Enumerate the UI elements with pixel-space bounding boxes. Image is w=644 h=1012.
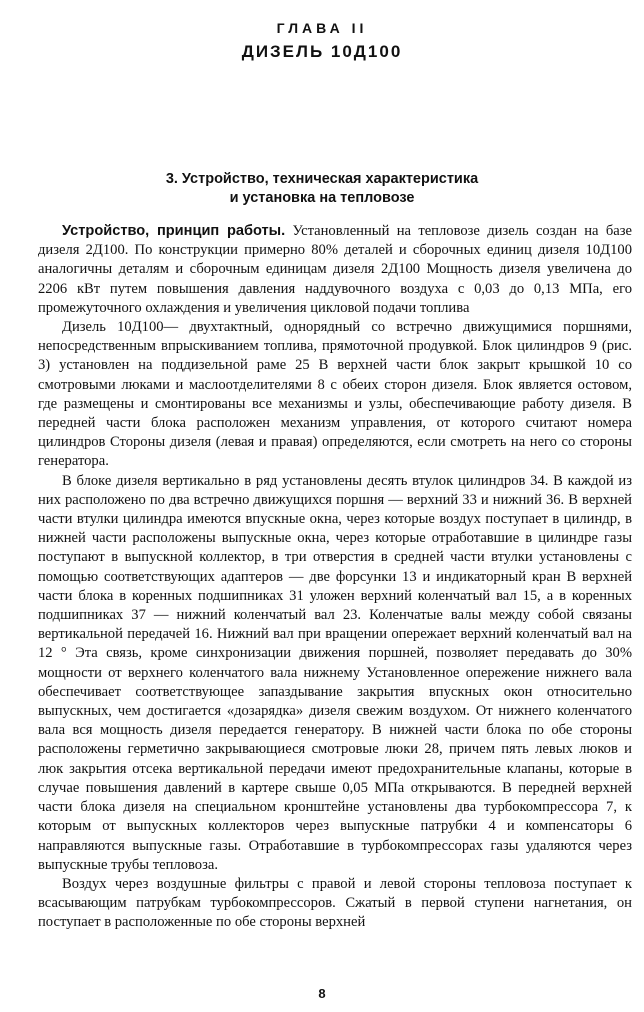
paragraph-3: В блоке дизеля вертикально в ряд установлены десять втулок цилиндров 34. В каждой из них расположено по два встречно движущихся поршня — верхний 33 и нижний 36. В верхней части втулки цилиндра имеются впускные окна, через которые воздух поступает в цилиндр, в нижней части расположены выпускные окна, через которые отработавшие в цилиндре газы поступают в выпускной коллектор, в три отверстия в средней части втулки установлены с помощью соответствующих адаптеров — две форсунки 13 и индикаторный кран В верхней части блока в коренных подшипниках 31 уложен верхний коленчатый вал 15, а в коренных подшипниках 37 — нижний коленчатый вал 23. Коленчатые валы между собой связаны вертикальной передачей 16. Нижний вал при вращении опережает верхний коленчатый вал на 12 ° Эта связь, кроме синхронизации движения поршней, позволяет передавать до 30% мощности от верхнего коленчатого вала нижнему Установленное опережение нижнего вала обеспечивает соответствующее запаздывание закрытия впускных окон относительно выпускных, чем достигается «дозарядка» дизеля свежим воздухом. От нижнего коленчатого вала вся мощность дизеля передается генератору. В нижней части блока по обе стороны расположены герметично закрывающиеся смотровые люки 28, причем пять левых люков и люк закрытия отсека вертикальной передачи имеют предохранительные клапаны, которые в случае повышения давлений в картере свыше 0,05 МПа открываются. В передней верхней части блока дизеля на специальном кронштейне установлены два турбокомпрессора 7, к которым от выпускных коллекторов через выпускные патрубки 4 и компенсаторы 6 направляются выпускные газы. Отработавшие в турбокомпрессорах газы удаляются через выпускные трубы тепловоза. bbox=[38, 472, 632, 873]
paragraph-2: Дизель 10Д100— двухтактный, однорядный со встречно движущимися поршнями, непосредственным впрыскиванием топлива, прямоточной продувкой. Блок цилиндров 9 (рис. 3) установлен на поддизельной раме 25 В верхней части блок закрыт крышкой 10 со смотровыми люками и маслоотделителями 8 с обеих сторон дизеля. Блок является остовом, где размещены и смонтированы все механизмы и узлы, обеспечивающие работу дизеля. В передней части блока расположен механизм управления, от которого считают номера цилиндров Стороны дизеля (левая и правая) определяются, если смотреть на него со стороны генератора. bbox=[38, 319, 632, 470]
body-text bbox=[38, 222, 632, 933]
run-in-heading: Устройство, принцип работы. bbox=[62, 223, 286, 239]
section-heading-line-1: 3. Устройство, техническая характеристика bbox=[165, 171, 479, 187]
section-heading-line-2: и установка на тепловозе bbox=[229, 190, 415, 206]
section-heading bbox=[0, 170, 644, 208]
chapter-label: ГЛАВА II bbox=[276, 20, 368, 36]
chapter-title: ДИЗЕЛЬ 10Д100 bbox=[241, 42, 403, 61]
paragraph-4: Воздух через воздушные фильтры с правой и левой стороны тепловоза поступает к всасывающим патрубкам турбокомпрессоров. Сжатый в первой ступени нагнетания, он поступает в расположенные по обе стороны верхней bbox=[38, 875, 632, 931]
paragraph-1 bbox=[38, 222, 632, 318]
paragraph-1-text: Установленный на тепловозе дизель создан на базе дизеля 2Д100. По конструкции примерно 80% деталей и сборочных единиц дизеля 10Д100 аналогичны деталям и сборочным единицам дизеля 2Д100 Мощность дизеля увеличена до 2206 кВт путем повышения давления наддувочного воздуха с 0,03 до 0,13 МПа, его промежуточного охлаждения и увеличения цикловой подачи топлива bbox=[38, 223, 632, 316]
page-number: 8 bbox=[318, 986, 326, 1001]
